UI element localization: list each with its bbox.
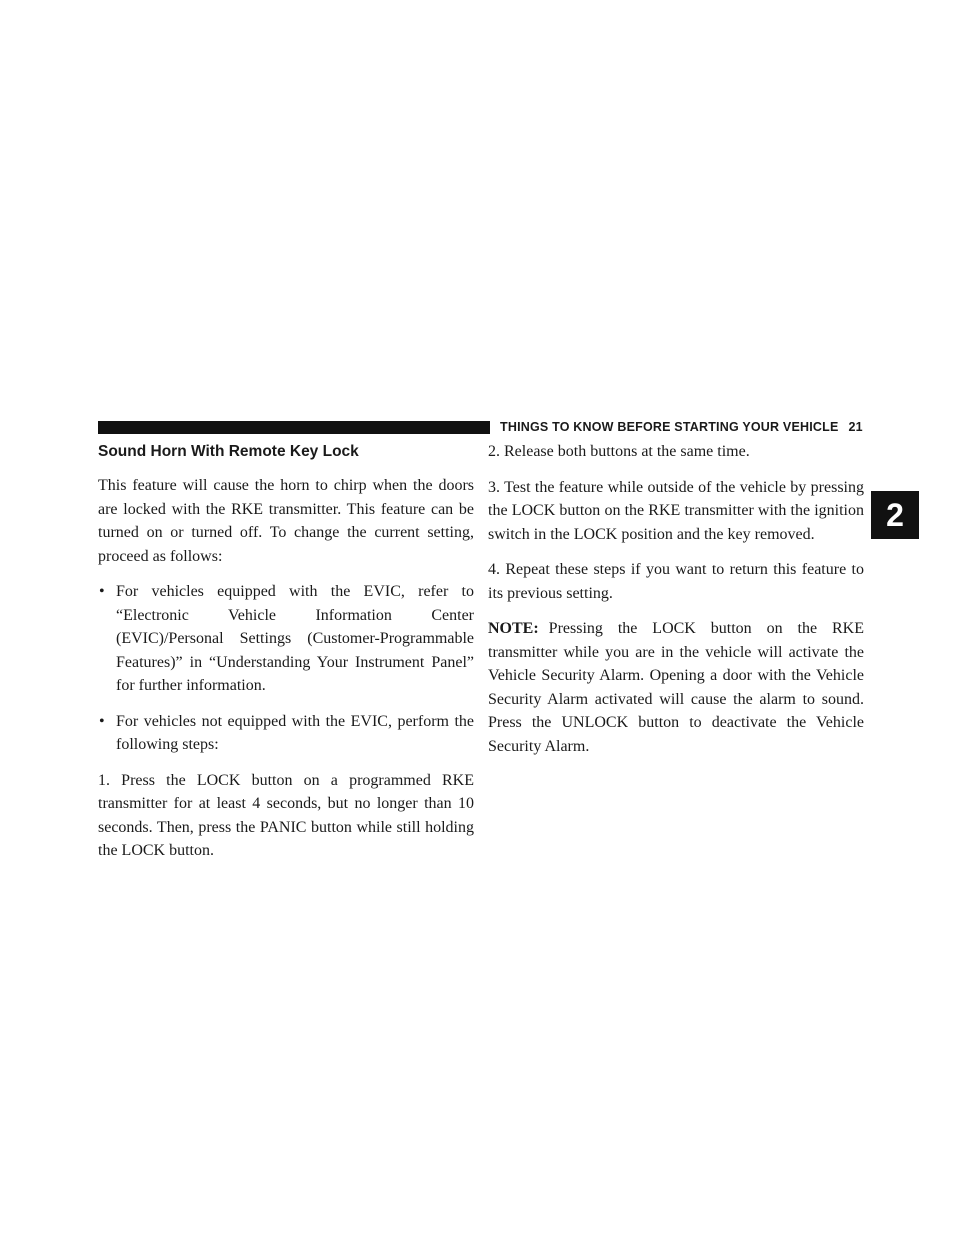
page-number: 21	[848, 420, 863, 434]
step-1: 1. Press the LOCK button on a programmed RKE transmitter for at least 4 seconds, but no longer than 10 seconds. Then, press the PANIC button while still holding the LOCK button.	[98, 771, 474, 859]
chapter-tab: 2	[871, 491, 919, 539]
intro-paragraph: This feature will cause the horn to chirp when the doors are locked with the RKE transmitter. This feature can be turned on or turned off. To change the current setting, proceed as follows:	[98, 477, 474, 565]
bullet-icon: •	[99, 583, 105, 600]
header-rule	[98, 421, 490, 434]
section-heading: Sound Horn With Remote Key Lock	[98, 443, 359, 460]
right-column	[488, 440, 864, 770]
running-header	[500, 418, 872, 436]
bullet-text: For vehicles equipped with the EVIC, refer to “Electronic Vehicle Information Center (EVIC)/Personal Settings (Customer-Programmable Features)” in “Understanding Your Instrument Panel” for further information.	[116, 583, 474, 694]
step-3: 3. Test the feature while outside of the vehicle by pressing the LOCK button on the RKE transmitter with the ignition switch in the LOCK position and the key removed.	[488, 478, 864, 543]
bullet-list	[98, 580, 474, 757]
left-column	[98, 440, 474, 875]
bullet-item	[98, 710, 474, 757]
step-4: 4. Repeat these steps if you want to return this feature to its previous setting.	[488, 561, 864, 602]
note-paragraph	[488, 617, 864, 758]
note-label: NOTE:	[488, 620, 539, 637]
header-title: THINGS TO KNOW BEFORE STARTING YOUR VEHICLE	[500, 420, 839, 434]
step-2: 2. Release both buttons at the same time.	[488, 443, 750, 460]
bullet-icon: •	[99, 712, 105, 730]
note-text: Pressing the LOCK button on the RKE transmitter while you are in the vehicle will activate the Vehicle Security Alarm. Opening a door with the Vehicle Security Alarm activated will cause the alarm to sound. Press the UNLOCK button to deactivate the Vehicle Security Alarm.	[488, 620, 864, 755]
bullet-item	[98, 580, 474, 698]
bullet-text: For vehicles not equipped with the EVIC, perform the following steps:	[116, 712, 474, 753]
